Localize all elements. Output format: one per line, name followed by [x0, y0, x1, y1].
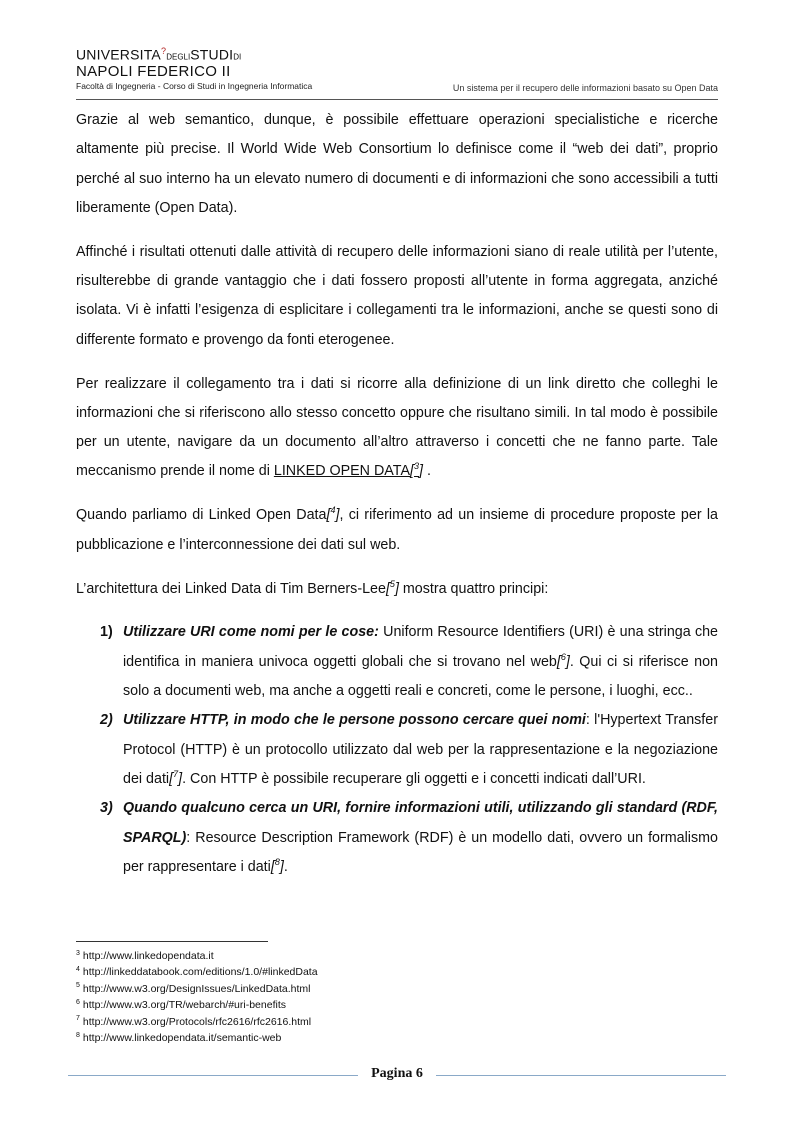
citation-bracket: [: [326, 507, 331, 524]
footnote-number: 8: [76, 1031, 80, 1039]
footnote-number: 5: [76, 982, 80, 990]
paragraph-4-text-b: , ci riferimento ad un insieme di procedure proposte per la pubblicazione e l’interconnessione dei dati sul web.: [76, 507, 718, 553]
footnote-link[interactable]: http://www.linkedopendata.it/semantic-web: [82, 1032, 282, 1045]
header-divider: [76, 99, 718, 100]
citation-bracket: [: [169, 770, 174, 787]
university-logo-line2: NAPOLI FEDERICO II: [76, 63, 231, 80]
citation-7[interactable]: 7: [173, 769, 179, 780]
paragraph-3-text: Per realizzare il collegamento tra i dati si ricorre alla definizione di un link diretto che colleghi le informazioni che si riferiscono allo stesso concetto oppure che risultano simili. In tal modo è possibile per un utente, navigare da un documento all’altro attraverso i concetti che ne fanno parte. Tale meccanismo prende il nome di: [76, 375, 718, 480]
principle-text: : l'Hypertext Transfer Protocol (HTTP) è un protocollo utilizzato dal web per la rappresentazione e la negoziazione dei dati: [123, 712, 718, 787]
footnote-link[interactable]: http://linkeddatabook.com/editions/1.0/#linkedData: [82, 966, 318, 979]
citation-bracket: ]: [335, 507, 340, 524]
paragraph-3-end: .: [422, 463, 431, 480]
list-number: 2): [100, 712, 113, 729]
principles-list: [76, 618, 718, 882]
footnote: [76, 1030, 318, 1046]
principle-text-end: . Qui ci si riferisce non solo a documenti web, ma anche a oggetti reali e concreti, come le persone, i luoghi, ecc..: [123, 653, 718, 700]
principle-text: Uniform Resource Identifiers (URI) è una stringa che identifica in maniera univoca oggetti globali che si trovano nel web: [123, 624, 718, 670]
footnote-number: 6: [76, 998, 80, 1006]
citation-6[interactable]: 6: [560, 651, 566, 662]
citation-bracket: [: [270, 858, 275, 875]
principle-title: Quando qualcuno cerca un URI, fornire informazioni utili, utilizzando gli standard (RDF, SPARQL): [123, 800, 718, 846]
footnote-link[interactable]: http://www.w3.org/DesignIssues/LinkedData.html: [82, 982, 311, 995]
paragraph-1: Grazie al web semantico, dunque, è possibile effettuare operazioni specialistiche e ricerche altamente più precise. Il World Wide Web Consortium lo definisce come il “web dei dati”, proprio perché al suo interno ha un elevato numero di documenti e di informazioni che sono accessibili a tutti liberamente (Open Data).: [76, 112, 718, 216]
paragraph-5-text-b: mostra quattro principi:: [398, 580, 549, 597]
principle-text-end: .: [283, 858, 288, 875]
principle-text: : Resource Description Framework (RDF) è un modello dati, ovvero un formalismo per rappresentare i dati: [123, 829, 718, 875]
footnote: [76, 948, 318, 964]
linked-open-data-link-text: LINKED OPEN DATA: [273, 463, 410, 480]
footnote-link[interactable]: http://www.linkedopendata.it: [82, 950, 214, 962]
citation-bracket: ]: [565, 653, 570, 670]
footnote: [76, 964, 318, 980]
footnote-link[interactable]: http://www.w3.org/Protocols/rfc2616/rfc2616.html: [82, 1015, 312, 1028]
citation-bracket: ]: [394, 580, 399, 597]
citation-8[interactable]: 8: [274, 857, 280, 868]
faculty-label: Facoltà di Ingegneria - Corso di Studi in Ingegneria Informatica: [76, 81, 313, 91]
citation-bracket: ]: [279, 858, 284, 875]
footnote: [76, 997, 318, 1013]
principle-title: Utilizzare HTTP, in modo che le persone possono cercare quei nomi: [123, 712, 586, 729]
paragraph-2: Affinché i risultati ottenuti dalle attività di recupero delle informazioni siano di reale utilità per l’utente, risulterebbe di grande vantaggio che i dati fossero proposti all’utente in forma aggregata, anziché isolata. Vi è infatti l’esigenza di esplicitare i collegamenti tra le informazioni, anche se questi sono di differente formato e provengo da fonti eterogenee.: [76, 243, 718, 348]
list-item: [76, 794, 718, 882]
list-number: 1): [100, 624, 113, 641]
logo-text-di: DI: [233, 52, 242, 62]
paragraph-5: [76, 575, 718, 604]
document-body: [76, 106, 718, 882]
paragraph-4: [76, 501, 718, 560]
footnotes: [76, 948, 318, 1046]
citation-bracket: ]: [419, 463, 423, 480]
paragraph-3: [76, 370, 718, 487]
university-logo-line1: [76, 46, 241, 63]
footnote-divider: [76, 941, 268, 942]
citation-4[interactable]: 4: [330, 505, 336, 516]
citation-bracket: [: [556, 653, 561, 670]
footer-rule-right: [436, 1075, 726, 1076]
logo-text-degli: DEGLI: [166, 52, 191, 62]
page-footer: [68, 1064, 726, 1086]
list-item: [76, 706, 718, 794]
footnote: [76, 1014, 318, 1030]
logo-text-studi: STUDI: [190, 46, 234, 63]
principle-text-end: . Con HTTP è possibile recuperare gli oggetti e i concetti indicati dall’URI.: [182, 770, 646, 787]
principle-title: Utilizzare URI come nomi per le cose:: [123, 624, 379, 641]
paragraph-4-text-a: Quando parliamo di Linked Open Data: [76, 507, 327, 524]
footnote: [76, 981, 318, 997]
paragraph-5-text-a: L’architettura dei Linked Data di Tim Berners-Lee: [76, 580, 386, 597]
list-number: 3): [100, 800, 113, 817]
footnote-link[interactable]: http://www.w3.org/TR/webarch/#uri-benefits: [82, 999, 286, 1012]
logo-text-universita: UNIVERSITA: [76, 46, 161, 63]
footnote-number: 7: [76, 1015, 80, 1023]
citation-5[interactable]: 5: [389, 578, 395, 589]
logo-mark-icon: ?: [160, 46, 167, 56]
list-item: [76, 618, 718, 706]
footnote-number: 3: [76, 949, 80, 957]
page-header: [76, 46, 718, 98]
page-number: Pagina 6: [371, 1066, 423, 1081]
citation-bracket: [: [385, 580, 390, 597]
citation-3[interactable]: 3: [413, 461, 419, 472]
footnote-number: 4: [76, 965, 80, 973]
citation-bracket: [: [410, 463, 414, 480]
linked-open-data-link[interactable]: [274, 463, 419, 479]
citation-bracket: ]: [178, 770, 183, 787]
running-title: Un sistema per il recupero delle informazioni basato su Open Data: [452, 83, 718, 93]
